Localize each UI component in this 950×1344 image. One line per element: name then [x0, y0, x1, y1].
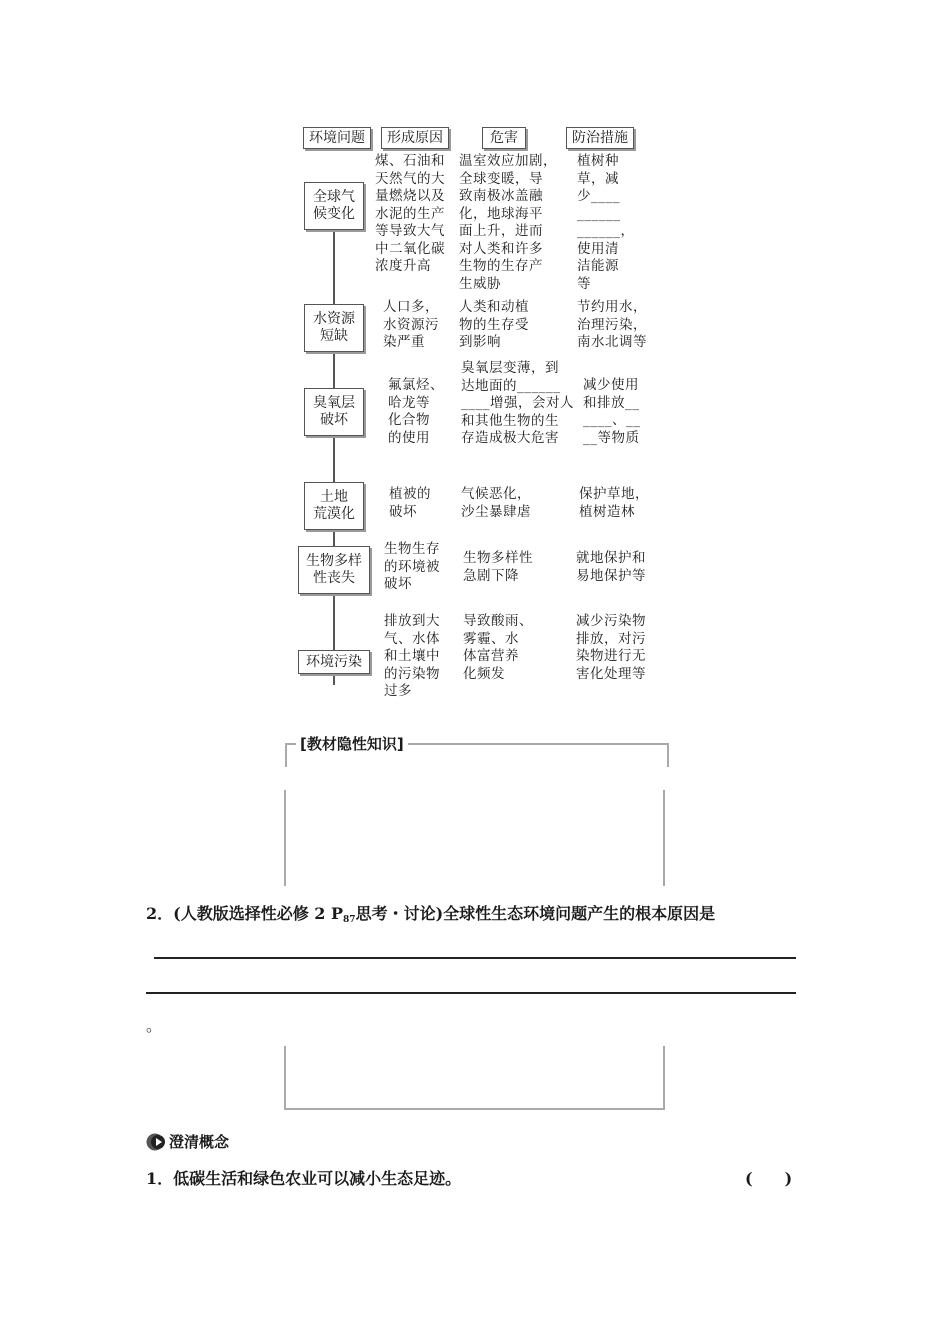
cell-cause: 排放到大 气、水体 和土壤中 的污染物 过多: [384, 613, 440, 699]
header-harm: 危害: [482, 127, 526, 149]
section-title: 澄清概念: [169, 1133, 230, 1151]
issue-climate-change: 全球气 候变化: [304, 182, 364, 230]
cell-measure: 节约用水， 治理污染， 南水北调等: [577, 299, 647, 350]
answer-line-2: [146, 992, 796, 994]
cell-harm: 温室效应加剧， 全球变暖，导 致南极冰盖融 化，地球海平 面上升，进而 对人类和许多 生物的生存产 生威胁: [459, 153, 557, 292]
cell-harm: 臭氧层变薄，到 达地面的______ ____增强，会对人 和其他生物的生 存造成极大危害: [461, 360, 574, 446]
question-2: [146, 903, 715, 931]
page-subscript: 87: [343, 915, 356, 925]
issue-ozone-depletion: 臭氧层 破坏: [304, 388, 364, 436]
cell-cause: 氟氯烃、 哈龙等 化合物 的使用: [388, 377, 444, 446]
knowledge-label: [教材隐性知识]: [296, 731, 408, 757]
frame-bottom: [284, 1108, 665, 1110]
answer-period: 。: [146, 1016, 163, 1035]
question-source-end: 思考・讨论): [355, 904, 444, 923]
cell-harm: 气候恶化， 沙尘暴肆虐: [461, 486, 531, 520]
answer-line-1: [154, 957, 796, 959]
play-badge-icon: [146, 1132, 166, 1152]
cell-cause: 植被的 破坏: [389, 486, 431, 520]
cell-measure: 植树种 草，减 少____ ______ ______， 使用清 洁能源 等: [577, 153, 635, 292]
cell-cause: 煤、石油和 天然气的大 量燃烧以及 水泥的生产 等导致大气 中二氧化碳 浓度升高: [375, 153, 445, 274]
question-text: 全球性生态环境问题产生的根本原因是: [443, 904, 716, 923]
section-heading: [146, 1131, 229, 1152]
cell-harm: 导致酸雨、 雾霾、水 体富营养 化频发: [463, 613, 533, 682]
cell-measure: 就地保护和 易地保护等: [576, 550, 646, 584]
cell-measure: 减少污染物 排放，对污 染物进行无 害化处理等: [576, 613, 646, 682]
frame-left-edge: [284, 790, 286, 886]
header-measure: 防治措施: [566, 127, 634, 149]
statement-1: [146, 1168, 461, 1190]
issue-pollution: 环境污染: [298, 650, 370, 674]
issue-biodiversity-loss: 生物多样 性丧失: [298, 546, 370, 594]
connector-line: [333, 230, 335, 685]
cell-measure: 保护草地， 植树造林: [579, 486, 649, 520]
frame-right-edge: [663, 790, 665, 886]
cell-harm: 人类和动植 物的生存受 到影响: [459, 299, 529, 350]
cell-measure: 减少使用 和排放__ ____、__ __等物质: [583, 377, 641, 446]
frame-left-edge: [284, 1046, 286, 1110]
statement-number: 1．: [146, 1169, 174, 1188]
cell-cause: 人口多， 水资源污 染严重: [383, 299, 439, 350]
cell-cause: 生物生存 的环境被 破坏: [384, 541, 440, 592]
statement-text: 低碳生活和绿色农业可以减小生态足迹。: [173, 1169, 462, 1188]
issue-water-shortage: 水资源 短缺: [304, 304, 364, 352]
cell-harm: 生物多样性 急剧下降: [463, 550, 533, 584]
header-issue: 环境问题: [303, 127, 371, 149]
header-cause: 形成原因: [381, 127, 449, 149]
question-source: (人教版选择性必修 2 P: [173, 904, 344, 923]
answer-parentheses[interactable]: ( ): [745, 1169, 793, 1188]
question-number: 2．: [146, 904, 174, 923]
issue-desertification: 土地 荒漠化: [304, 482, 364, 530]
frame-right-edge: [663, 1046, 665, 1110]
